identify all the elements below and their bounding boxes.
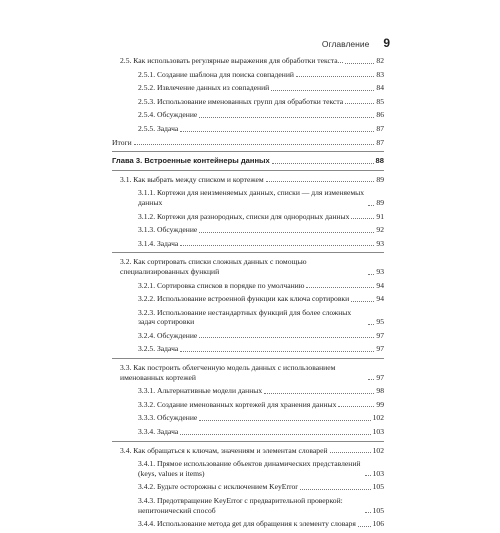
toc-entry-title: 2.5. Как использовать регулярные выражения для обработки текста... [120, 56, 344, 65]
toc-entry-page: 98 [376, 386, 384, 396]
toc-entry-page: 85 [376, 96, 384, 106]
toc-entry-title: 3.1. Как выбрать между списком и кортежем [120, 174, 264, 184]
dot-leader [134, 144, 375, 145]
toc-entry[interactable] [112, 294, 384, 304]
toc-entry[interactable] [112, 496, 384, 515]
dot-leader [368, 379, 374, 380]
toc-entry-title: 3.2.5. Задача [138, 344, 179, 354]
toc-entry[interactable] [112, 363, 384, 382]
toc-entry-page: 95 [376, 317, 384, 327]
toc-entry-title: 3.2. Как сортировать списки сложных данных с помощью специализированных функций [120, 257, 307, 276]
toc-entry-page: 94 [376, 280, 384, 290]
dot-leader [266, 181, 375, 182]
dot-leader [368, 274, 374, 275]
dot-leader [368, 324, 374, 325]
toc-entry-page: 92 [376, 225, 384, 235]
dot-leader [272, 163, 374, 164]
toc-entry-title: 3.3.1. Альтернативные модели данных [138, 386, 263, 396]
dot-leader [300, 489, 371, 490]
toc-entry[interactable] [112, 175, 384, 185]
running-header [322, 36, 390, 50]
toc-entry-page: 83 [376, 69, 384, 79]
header-label: Оглавление [321, 39, 370, 49]
toc-entry[interactable] [112, 344, 384, 354]
toc-entry-page: 97 [376, 330, 384, 340]
dot-leader [180, 351, 374, 352]
toc-entry-title: 3.2.2. Использование встроенной функции как ключа сортировки [138, 294, 350, 304]
toc-entry-title: 3.4.1. Прямое использование объектов динамических представлений (keys, values и items) [138, 459, 361, 478]
toc-entry-page: 89 [376, 197, 384, 207]
toc-entry[interactable] [112, 83, 384, 93]
section-rule [112, 170, 384, 171]
page-number: 9 [383, 36, 390, 50]
dot-leader [180, 245, 374, 246]
toc-entry[interactable] [112, 239, 384, 249]
toc-entry-title: 3.3.4. Задача [138, 427, 179, 437]
toc-entry-title: Глава 3. Встроенные контейнеры данных [112, 156, 270, 166]
table-of-contents [112, 56, 384, 533]
dot-leader [180, 434, 370, 435]
section-rule [112, 358, 384, 359]
toc-entry-title: 3.2.1. Сортировка списков в порядке по умолчанию [138, 280, 305, 290]
toc-entry[interactable] [112, 446, 384, 456]
toc-entry-page: 105 [372, 505, 384, 515]
toc-entry-title: 3.3. Как построить облегченную модель данных с использованием именованных кортежей [120, 363, 336, 382]
chapter-rule-top [112, 151, 384, 152]
toc-entry-page: 84 [376, 83, 384, 93]
dot-leader [345, 103, 374, 104]
dot-leader [199, 232, 374, 233]
toc-entry[interactable] [112, 124, 384, 134]
toc-entry[interactable] [112, 519, 384, 529]
toc-entry-title: 3.4.2. Будьте осторожны с исключением KeyError [138, 482, 298, 492]
toc-entry-page: 94 [376, 294, 384, 304]
section-rule [112, 252, 384, 253]
toc-entry-page: 93 [376, 238, 384, 248]
toc-entry[interactable] [112, 427, 384, 437]
toc-entry-page: 87 [376, 137, 384, 147]
dot-leader [330, 452, 371, 453]
toc-chapter-entry[interactable] [112, 156, 384, 166]
dot-leader [351, 301, 374, 302]
dot-leader [264, 393, 374, 394]
toc-entry-title: 2.5.1. Создание шаблона для поиска совпадений [138, 69, 294, 79]
toc-entry-page: 99 [376, 399, 384, 409]
toc-entry[interactable] [112, 212, 384, 222]
dot-leader [199, 117, 374, 118]
toc-entry-title: 2.5.3. Использование именованных групп для обработки текста [138, 96, 344, 106]
dot-leader [199, 420, 370, 421]
section-rule [112, 441, 384, 442]
toc-entry-title: 2.5.2. Извлечение данных из совпадений [138, 83, 270, 93]
toc-entry-title: 2.5.4. Обсуждение [138, 110, 198, 120]
toc-entry-title: Итоги [112, 137, 132, 147]
toc-entry-title: 3.1.2. Кортежи для разнородных, списки для однородных данных [138, 211, 350, 221]
toc-entry[interactable] [112, 138, 384, 148]
toc-entry-title: 3.2.4. Обсуждение [138, 330, 198, 340]
toc-entry[interactable] [112, 331, 384, 341]
toc-entry[interactable] [112, 110, 384, 120]
dot-leader [358, 526, 371, 527]
toc-entry[interactable] [112, 386, 384, 396]
toc-entry-title: 3.4. Как обращаться к ключам, значениям и элементам словарей [120, 445, 328, 455]
toc-entry-title: 3.1.1. Кортежи для неизменяемых данных, списки — для изменяемых данных [138, 188, 365, 207]
toc-entry[interactable] [112, 70, 384, 80]
toc-entry-page: 86 [376, 110, 384, 120]
toc-entry-title: 2.5.5. Задача [138, 123, 179, 133]
toc-entry-title: 3.2.3. Использование нестандартных функций для более сложных задач сортировки [138, 307, 352, 327]
toc-entry-page: 89 [376, 174, 384, 184]
toc-entry-page: 103 [372, 468, 384, 478]
toc-entry-title: 3.4.4. Использование метода get для обращения к элементу словаря [138, 519, 356, 529]
toc-entry-page: 97 [376, 372, 384, 382]
dot-leader [271, 90, 374, 91]
dot-leader [296, 76, 374, 77]
toc-entry[interactable] [112, 459, 384, 478]
toc-entry[interactable] [112, 482, 384, 492]
toc-entry-page: 103 [372, 427, 384, 437]
toc-entry-page: 102 [372, 413, 384, 423]
toc-entry-title: 3.3.2. Создание именованных кортежей для хранения данных [138, 399, 337, 409]
dot-leader [365, 512, 371, 513]
toc-entry-page: 82 [376, 56, 384, 65]
toc-entry-page: 105 [372, 482, 384, 492]
toc-entry-page: 93 [376, 266, 384, 276]
toc-entry-page: 97 [376, 344, 384, 354]
toc-entry[interactable] [112, 413, 384, 423]
toc-entry[interactable] [112, 225, 384, 235]
dot-leader [306, 287, 374, 288]
toc-entry[interactable] [112, 257, 384, 276]
dot-leader [368, 205, 374, 206]
toc-entry-page: 91 [376, 211, 384, 221]
toc-entry-page: 88 [375, 156, 384, 166]
dot-leader [180, 131, 374, 132]
dot-leader [345, 63, 374, 64]
dot-leader [338, 406, 374, 407]
toc-entry-title: 3.1.3. Обсуждение [138, 225, 198, 235]
toc-entry-page: 87 [376, 123, 384, 133]
toc-entry[interactable] [112, 400, 384, 410]
toc-entry-title: 3.4.3. Предотвращение KeyError с предварительной проверкой: непитонический способ [138, 496, 343, 515]
toc-entry[interactable] [112, 97, 384, 107]
toc-entry[interactable] [112, 188, 384, 207]
toc-entry-title: 3.3.3. Обсуждение [138, 413, 198, 423]
toc-entry-page: 102 [372, 445, 384, 455]
toc-entry[interactable] [112, 308, 384, 327]
dot-leader [351, 218, 374, 219]
toc-entry[interactable] [112, 56, 384, 66]
dot-leader [199, 337, 374, 338]
toc-entry[interactable] [112, 281, 384, 291]
toc-entry-title: 3.1.4. Задача [138, 238, 179, 248]
toc-entry-page: 106 [372, 519, 384, 529]
dot-leader [365, 475, 371, 476]
